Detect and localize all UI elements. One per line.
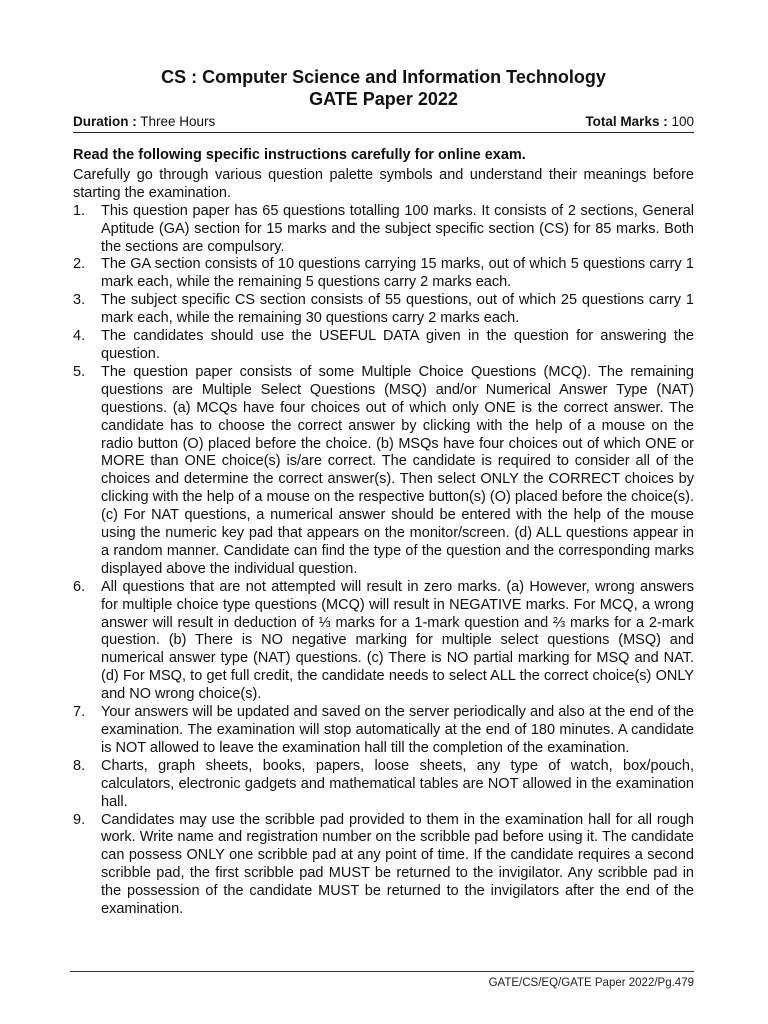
- list-item: [73, 328, 694, 364]
- duration-value: Three Hours: [140, 114, 216, 129]
- total-marks-value: 100: [671, 114, 694, 129]
- list-item-number: 6.: [73, 578, 86, 595]
- list-item-text: Candidates may use the scribble pad provided to them in the examination hall for all rough work. Write name and registration number on the scribble pad before using it. The candidate can possess ONLY one scribble pad at any point of time. If the candidate requires a second scribble pad, the first scribble pad MUST be returned to the invigilator. Any scribble pad in the possession of the candidate MUST be returned to the invigilators after the end of the examination.: [101, 811, 694, 918]
- list-item-text: Charts, graph sheets, books, papers, loose sheets, any type of watch, box/pouch, calculators, electronic gadgets and mathematical tables are NOT allowed in the examination hall.: [101, 757, 694, 810]
- list-item-text: The candidates should use the USEFUL DATA given in the question for answering the question.: [101, 328, 694, 362]
- header-divider: [73, 132, 694, 133]
- list-item-number: 1.: [73, 202, 86, 219]
- list-item: [73, 364, 694, 579]
- list-item-text: This question paper has 65 questions totalling 100 marks. It consists of 2 sections, General Aptitude (GA) section for 15 marks and the subject specific section (CS) for 85 marks. Both the sections are compulsory.: [101, 202, 694, 255]
- title-line-1: CS : Computer Science and Information Technology: [161, 67, 606, 87]
- list-item: [73, 704, 694, 758]
- list-item-text: The question paper consists of some Multiple Choice Questions (MCQ). The remaining questions are Multiple Select Questions (MSQ) and/or Numerical Answer Type (NAT) questions. (a) MCQs have four choices out of which only ONE is the correct answer. The candidate has to choose the correct answer by clicking with the help of a mouse on the radio button (O) placed before the choice. (b) MSQs have four choices out of which ONE or MORE than ONE choice(s) is/are correct. The candidate is required to consider all of the choices and determine the correct answer(s). Then select ONLY the CORRECT choices by clicking with the help of a mouse on the respective button(s) (O) placed before the choice(s). (c) For NAT questions, a numerical answer should be entered with the help of the mouse using the numeric key pad that appears on the monitor/screen. (d) ALL questions appear in a random manner. Candidate can find the type of the question and the corresponding marks displayed above the individual question.: [101, 363, 694, 577]
- page-title: [73, 66, 694, 110]
- list-item-text: Your answers will be updated and saved on the server periodically and also at the end of the examination. The examination will stop automatically at the end of 180 minutes. A candidate is NOT allowed to leave the examination hall till the completion of the examination.: [101, 704, 694, 756]
- instructions-list: [73, 203, 694, 919]
- duration: [73, 113, 215, 130]
- list-item-number: 4.: [73, 328, 86, 345]
- title-line-2: GATE Paper 2022: [309, 89, 458, 109]
- list-item-number: 9.: [73, 811, 86, 828]
- page-footer: GATE/CS/EQ/GATE Paper 2022/Pg.479: [488, 977, 694, 989]
- list-item: [73, 292, 694, 328]
- list-item-number: 7.: [73, 704, 86, 721]
- exam-meta-row: [73, 113, 694, 130]
- list-item: [73, 203, 694, 257]
- total-marks: [585, 113, 694, 130]
- instructions-body: [73, 147, 694, 919]
- list-item: [73, 579, 694, 704]
- duration-label: Duration :: [73, 114, 137, 129]
- list-item-number: 2.: [73, 256, 86, 273]
- list-item-text: The subject specific CS section consists of 55 questions, out of which 25 questions carry 1 mark each, while the remaining 30 questions carry 2 marks each.: [101, 292, 694, 327]
- document-page: [73, 0, 694, 1024]
- list-item-text: The GA section consists of 10 questions carrying 15 marks, out of which 5 questions carry 1 mark each, while the remaining 5 questions carry 2 marks each.: [101, 256, 694, 291]
- list-item: [73, 758, 694, 812]
- total-marks-label: Total Marks :: [585, 114, 668, 129]
- list-item: [73, 812, 694, 919]
- footer-divider: [70, 971, 694, 972]
- instructions-heading: Read the following specific instructions carefully for online exam.: [73, 147, 526, 163]
- list-item-number: 3.: [73, 292, 86, 309]
- list-item-number: 5.: [73, 363, 86, 380]
- list-item-text: All questions that are not attempted will result in zero marks. (a) However, wrong answers for multiple choice type questions (MCQ) will result in NEGATIVE marks. For MCQ, a wrong answer will result in deduction of ⅓ marks for a 1-mark question and ⅔ marks for a 2-mark question. (b) There is NO negative marking for multiple select questions (MSQ) and numerical answer type (NAT) questions. (c) There is NO partial marking for MSQ and NAT. (d) For MSQ, to get full credit, the candidate needs to select ALL the correct choice(s) ONLY and NO wrong choice(s).: [101, 578, 694, 703]
- instructions-intro: Carefully go through various question palette symbols and understand their meanings before starting the examination.: [73, 166, 694, 201]
- list-item: [73, 256, 694, 292]
- list-item-number: 8.: [73, 757, 86, 774]
